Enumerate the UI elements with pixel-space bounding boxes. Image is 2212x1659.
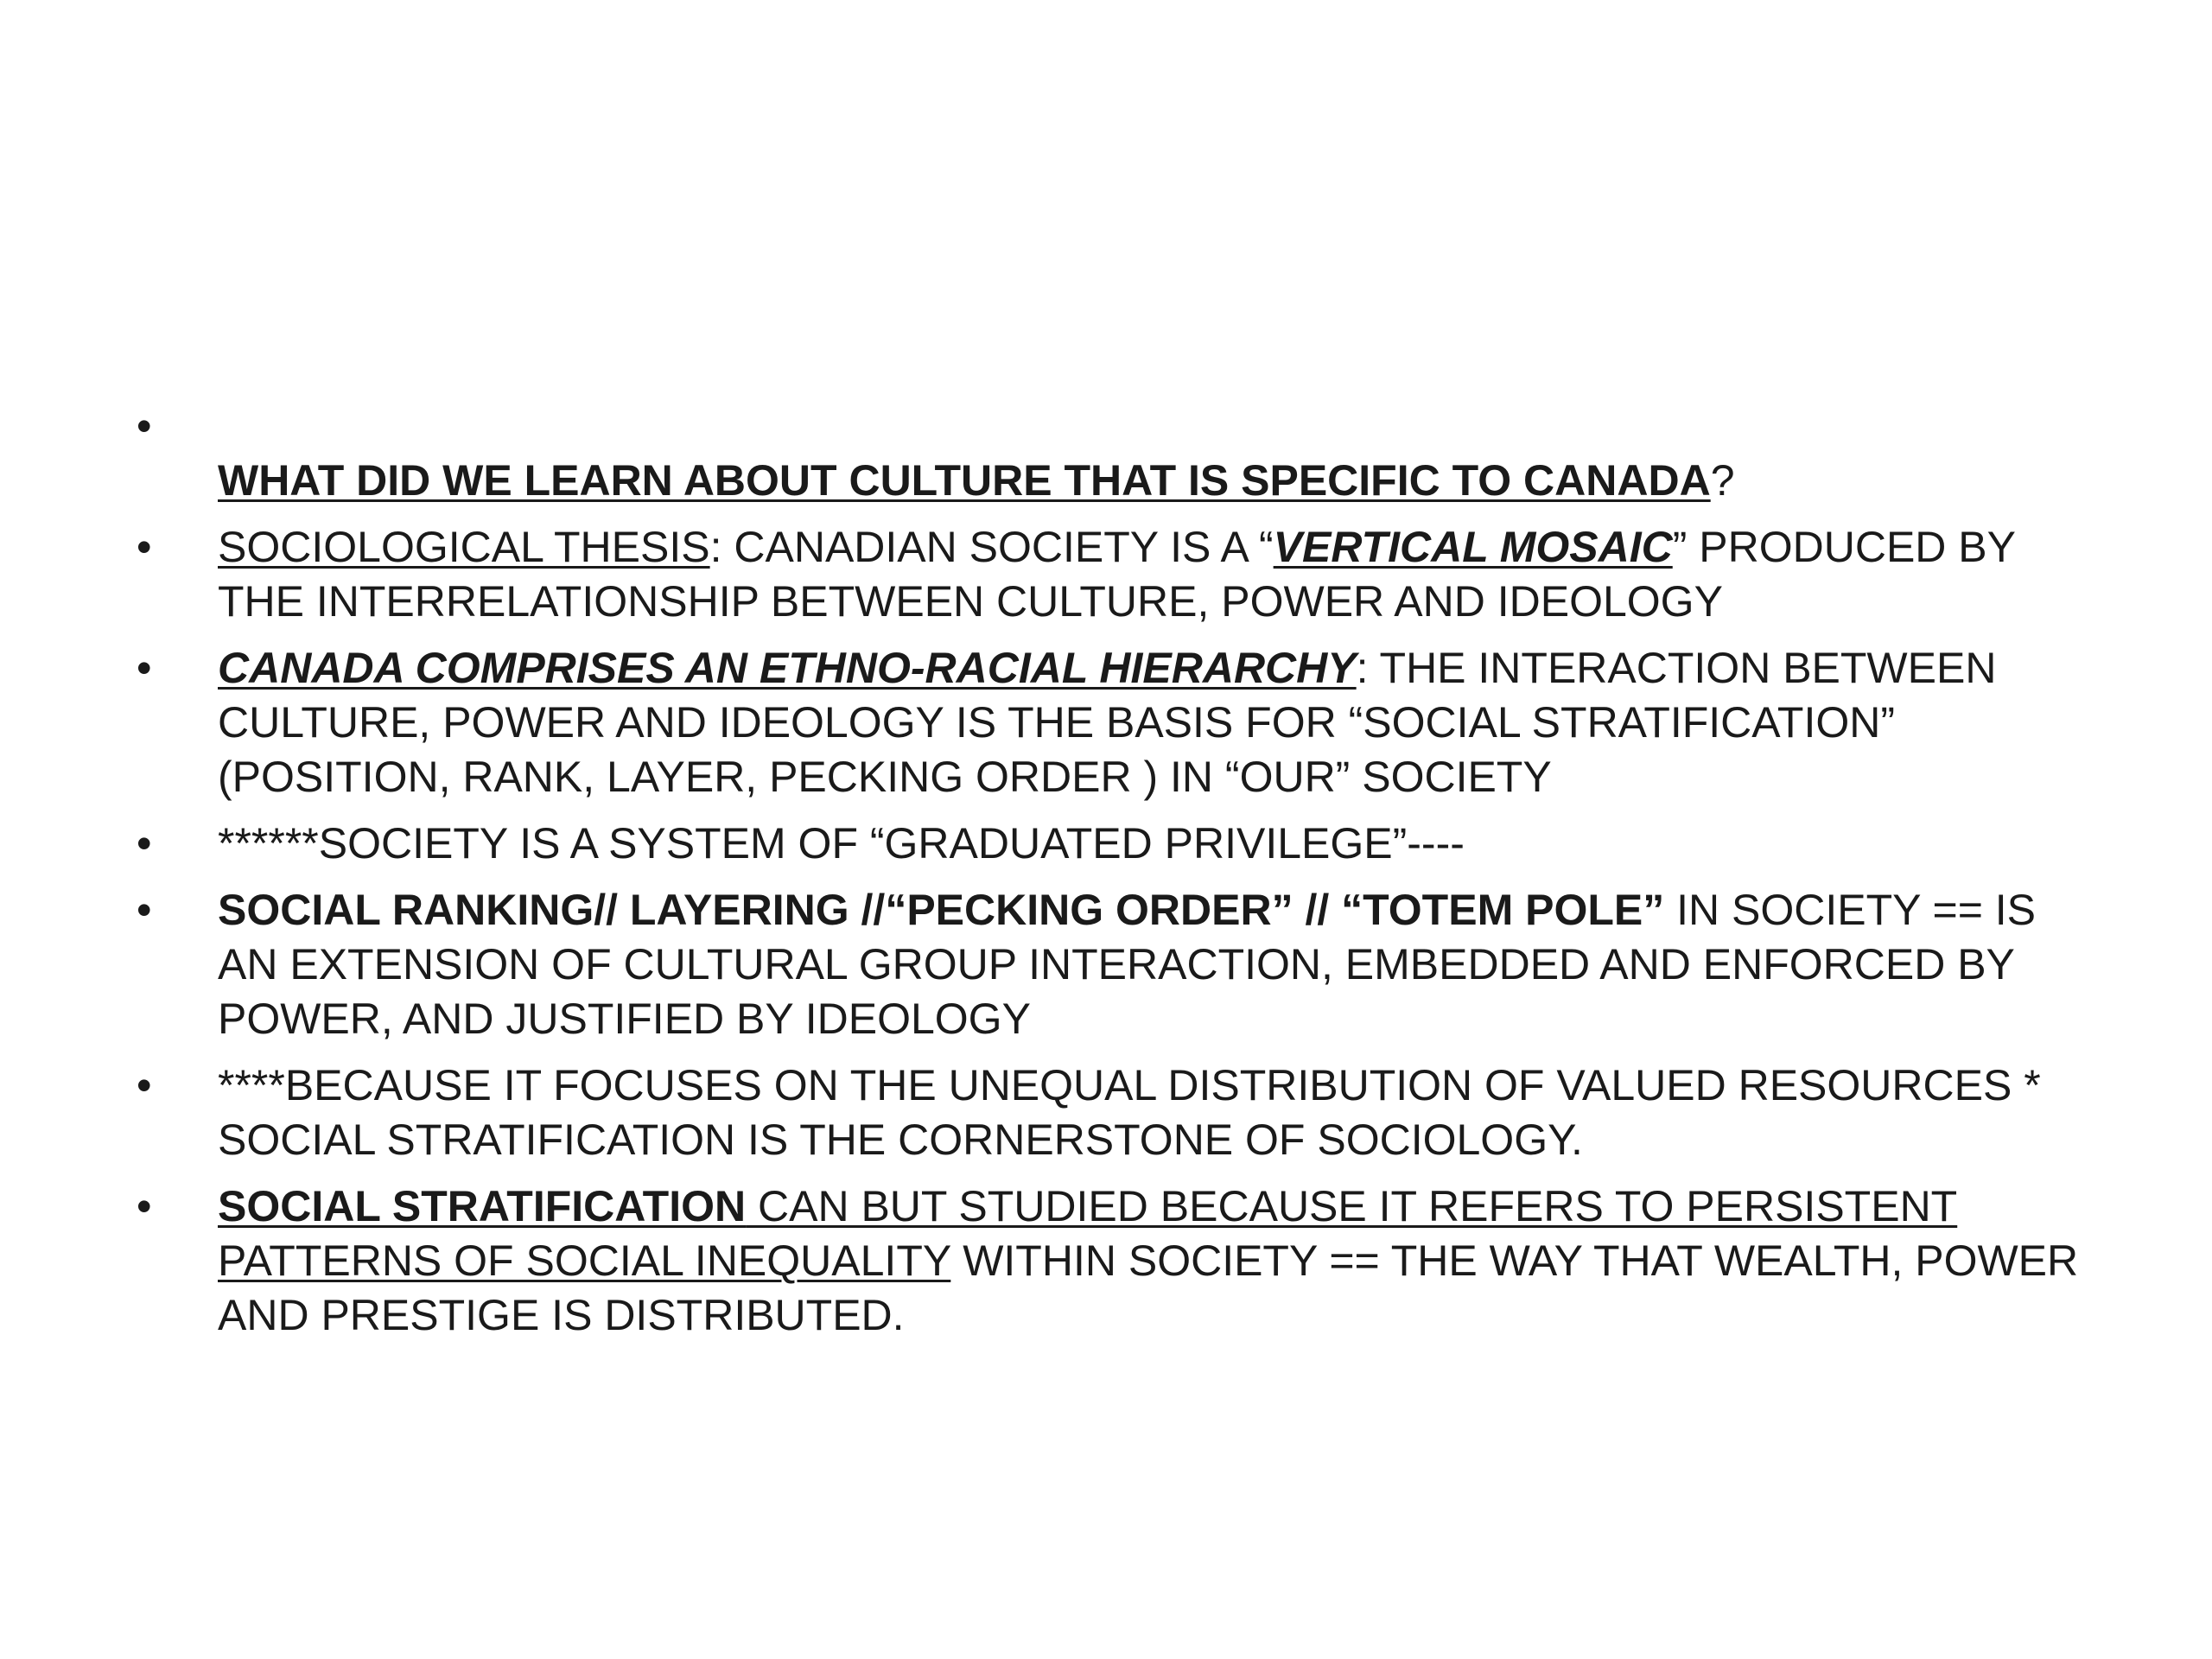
list-item-stratification	[130, 1179, 2100, 1343]
privilege-text: ******SOCIETY IS A SYSTEM OF “GRADUATED PRIVILEGE”----	[218, 819, 1465, 868]
vertical-mosaic-emphasis: VERTICAL MOSAIC	[1273, 523, 1673, 571]
bullet-dot: •	[137, 523, 152, 571]
list-item-cornerstone	[130, 1058, 2100, 1167]
bullet-dot: •	[137, 402, 152, 450]
ranking-text: IN SOCIETY == IS AN EXTENSION OF CULTURAL GROUP INTERACTION, EMBEDDED AND ENFORCED BY POWER, AND JUSTIFIED BY IDEOLOGY	[218, 886, 2037, 1043]
bullet-dot: •	[137, 819, 152, 868]
thesis-label: SOCIOLOGICAL THESIS	[218, 523, 710, 571]
bullet-list	[130, 399, 2100, 1355]
cornerstone-text: ****BECAUSE IT FOCUSES ON THE UNEQUAL DISTRIBUTION OF VALUED RESOURCES * SOCIAL STRATIFICATION IS THE CORNERSTONE OF SOCIOLOGY.	[218, 1061, 2041, 1164]
hierarchy-heading: CANADA COMPRISES AN ETHNO-RACIAL HIERARCHY	[218, 644, 1357, 692]
list-item-hierarchy	[130, 641, 2100, 804]
bullet-dot: •	[137, 644, 152, 692]
list-item-ranking	[130, 883, 2100, 1046]
ranking-heading: SOCIAL RANKING// LAYERING //“PECKING ORDER” // “TOTEM POLE”	[218, 886, 1665, 934]
list-item-privilege	[130, 817, 2100, 871]
thesis-text-end: ” PRODUCED BY THE INTERRELATIONSHIP BETWEEN CULTURE, POWER AND IDEOLOGY	[218, 523, 2016, 626]
list-item-question	[130, 399, 2100, 508]
thesis-text-start: : CANADIAN SOCIETY IS A “	[709, 523, 1274, 571]
bullet-dot: •	[137, 1061, 152, 1109]
question-heading: WHAT DID WE LEARN ABOUT CULTURE THAT IS SPECIFIC TO CANADA	[218, 456, 1711, 505]
question-mark: ?	[1710, 456, 1735, 505]
bullet-dot: •	[137, 1182, 152, 1230]
stratification-underlined-text: CAN BUT STUDIED BECAUSE IT REFERS TO PERSISTENT PATTERNS OF SOCIAL INEQUALITY	[218, 1182, 1958, 1285]
blank-line	[218, 399, 2100, 454]
list-item-thesis	[130, 520, 2100, 629]
stratification-text: WITHIN SOCIETY == THE WAY THAT WEALTH, POWER AND PRESTIGE IS DISTRIBUTED.	[218, 1236, 2079, 1339]
stratification-heading: SOCIAL STRATIFICATION	[218, 1182, 747, 1230]
bullet-dot: •	[137, 886, 152, 934]
hierarchy-text: : THE INTERACTION BETWEEN CULTURE, POWER AND IDEOLOGY IS THE BASIS FOR “SOCIAL STRATIFICATION” (POSITION, RANK, LAYER, PECKING ORDER ) IN “OUR” SOCIETY	[218, 644, 1997, 801]
